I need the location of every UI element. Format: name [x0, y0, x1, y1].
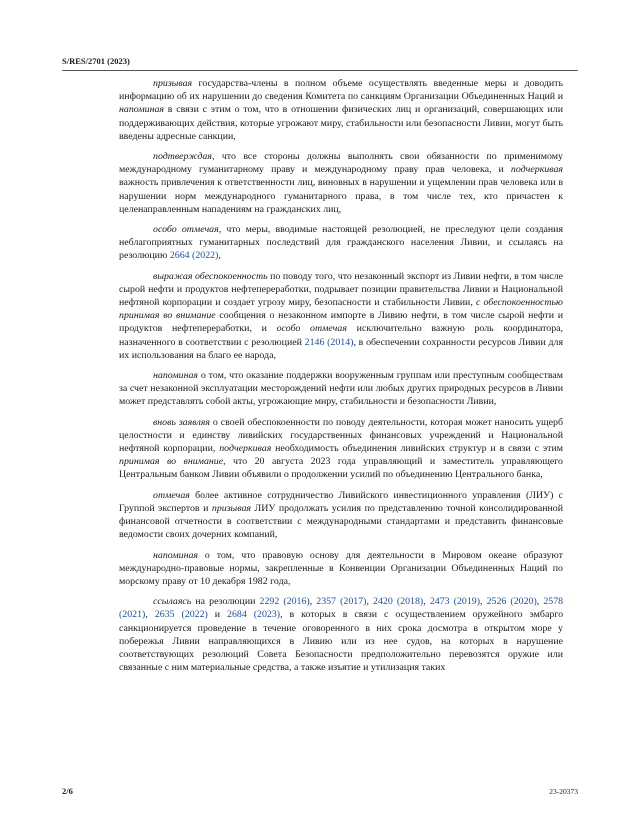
paragraph-text: , [145, 609, 155, 621]
preamble-paragraph [119, 595, 563, 674]
resolution-link[interactable]: 2578 (2021) [119, 596, 564, 621]
page-number: 2/6 [62, 786, 73, 796]
resolution-link[interactable]: 2357 (2017) [316, 596, 367, 608]
paragraph-text: на резолюции [191, 596, 260, 608]
paragraph-text: , что 20 августа 2023 года управляющий и заместитель управляющего Центральным банком Ливии объявили о продолжении усилий по объединению Центрального банка, [119, 456, 563, 481]
emphasis-phrase: напоминая [153, 370, 199, 382]
paragraph-text: в связи с этим о том, что в отношении физических лиц и организаций, совершающих или поддерживающих действия, которые угрожают миру, стабильности или безопасности Ливии, могут быть введены адресные санкции, [119, 104, 563, 142]
emphasis-phrase: подчеркивая [219, 443, 272, 455]
document-symbol: S/RES/2701 (2023) [62, 56, 130, 66]
preamble-paragraph [119, 150, 563, 216]
resolution-link[interactable]: 2635 (2022) [154, 609, 208, 621]
header-divider [62, 70, 578, 71]
paragraph-text: ЛИУ продолжать усилия по представлению точной консолидированной финансовой отчетности в соответствии с международными стандартами и представить финансовые ведомости своих дочерних компаний, [119, 502, 563, 541]
emphasis-phrase: призывая [153, 78, 193, 89]
paragraph-text: важность привлечения к ответственности лиц, виновных в нарушении и ущемлении прав человека или в нарушении норм международного гуманитарного права, в том числе тех, кто причастен к целенаправленным нападениям на гражданских лиц, [119, 177, 563, 215]
paragraph-text: и [207, 609, 228, 621]
paragraph-text: , в которых в связи с осуществлением оружейного эмбарго санкционируется проведение в течение оговоренного в них срока досмотра в открытом море у побережья Ливии направляющихся в Ливию или из нее судов, на которых в нарушение соответствующих резолюций Совета Безопасности предположительно перевозятся оружие или связанные с ним материальные средства, а также изъятие и утилизация таких [119, 609, 564, 674]
resolution-link[interactable]: 2473 (2019) [429, 596, 480, 608]
emphasis-phrase: особо отмечая [153, 224, 219, 236]
resolution-link[interactable]: 2292 (2016) [259, 596, 310, 608]
paragraph-text: необходимость объединения ливийских структур и в связи с этим [271, 443, 563, 455]
emphasis-phrase: подчеркивая [510, 164, 563, 176]
resolution-link[interactable]: 2684 (2023) [227, 609, 281, 621]
emphasis-phrase: с обеспокоенностью принимая во внимание [119, 297, 563, 322]
emphasis-phrase: принимая во внимание [119, 456, 224, 468]
resolution-link[interactable]: 2420 (2018) [373, 596, 424, 608]
paragraph-text: государства-члены в полном объеме осуществлять введенные меры и доводить информацию об их нарушении до сведения Комитета по санкциям Организации Объединенных Наций и [119, 78, 563, 103]
paragraph-text: о том, что оказание поддержки вооруженным группам или преступным сообществам за счет незаконной эксплуатации месторождений нефти или любых других природных ресурсов в Ливии может представлять собой акты, угрожающие миру, стабильности и безопасности Ливии, [119, 370, 563, 408]
preamble-paragraph [119, 416, 563, 482]
emphasis-phrase: отмечая [153, 489, 190, 501]
document-number: 23-20373 [549, 787, 578, 796]
page-footer [62, 786, 578, 796]
paragraph-text: , что все стороны должны выполнять свои обязанности по применимому международному гуманитарному праву и международному праву прав человека, и [119, 151, 563, 176]
emphasis-phrase: особо отмечая [276, 323, 347, 335]
resolution-link[interactable]: 2146 (2014) [304, 336, 354, 348]
preamble-paragraph [119, 369, 563, 409]
emphasis-phrase: ссылаясь [153, 596, 192, 608]
preamble-paragraph [119, 223, 563, 263]
emphasis-phrase: призывая [211, 502, 251, 514]
emphasis-phrase: подтверждая [153, 151, 212, 163]
paragraph-text: , в обеспечении сохранности ресурсов Ливии для их использования на благо ее народа, [119, 336, 563, 361]
preamble-paragraph [119, 77, 563, 143]
paragraph-text: по поводу того, что незаконный экспорт из Ливии нефти, в том числе сырой нефти и продуктов нефтепереработки, подрывает позиции правительства Ливии и Национальной нефтяной корпорации и создает угрозу миру, безопасности и стабильности Ливии, [119, 270, 563, 309]
paragraph-text: о том, что правовую основу для деятельности в Мировом океане образуют международно-правовые нормы, закрепленные в Конвенции Организации Объединенных Наций по морскому праву от 10 декабря 1982 года, [119, 549, 563, 587]
paragraph-text: о своей обеспокоенности по поводу деятельности, которая может наносить ущерб целостности и единству ливийских государственных финансовых учреждений и Национальной нефтяной корпорации, [119, 416, 563, 455]
paragraph-text: более активное сотрудничество Ливийского инвестиционного управления (ЛИУ) с Группой экспертов и [119, 489, 563, 514]
paragraph-text: , [366, 596, 374, 608]
paragraph-text: , [480, 596, 487, 608]
emphasis-phrase: выражая обеспокоенность [153, 270, 268, 282]
paragraph-text: , [536, 596, 544, 608]
preamble-paragraph [119, 549, 563, 589]
paragraph-text: , что меры, вводимые настоящей резолюцией, не преследуют цели создания неблагоприятных гуманитарных последствий для гражданского населения Ливии, и ссылаясь на резолюцию [119, 224, 563, 262]
emphasis-phrase: напоминая [153, 549, 199, 561]
paragraph-text: сообщения о незаконном импорте в Ливию нефти, в том числе сырой нефти и продуктов нефтепереработки, и [119, 310, 563, 335]
resolution-link[interactable]: 2526 (2020) [486, 596, 537, 608]
paragraph-text: исключительно важную роль координатора, назначенного в соответствии с резолюцией [119, 323, 563, 348]
paragraph-text: , [218, 250, 221, 262]
emphasis-phrase: вновь заявляя [153, 416, 210, 428]
preamble-paragraph [119, 489, 563, 542]
preamble-paragraph [119, 270, 563, 362]
document-body [119, 77, 563, 681]
resolution-link[interactable]: 2664 (2022) [169, 250, 219, 262]
emphasis-phrase: напоминая [119, 104, 165, 116]
paragraph-text: , [309, 596, 317, 608]
paragraph-text: , [423, 596, 430, 608]
